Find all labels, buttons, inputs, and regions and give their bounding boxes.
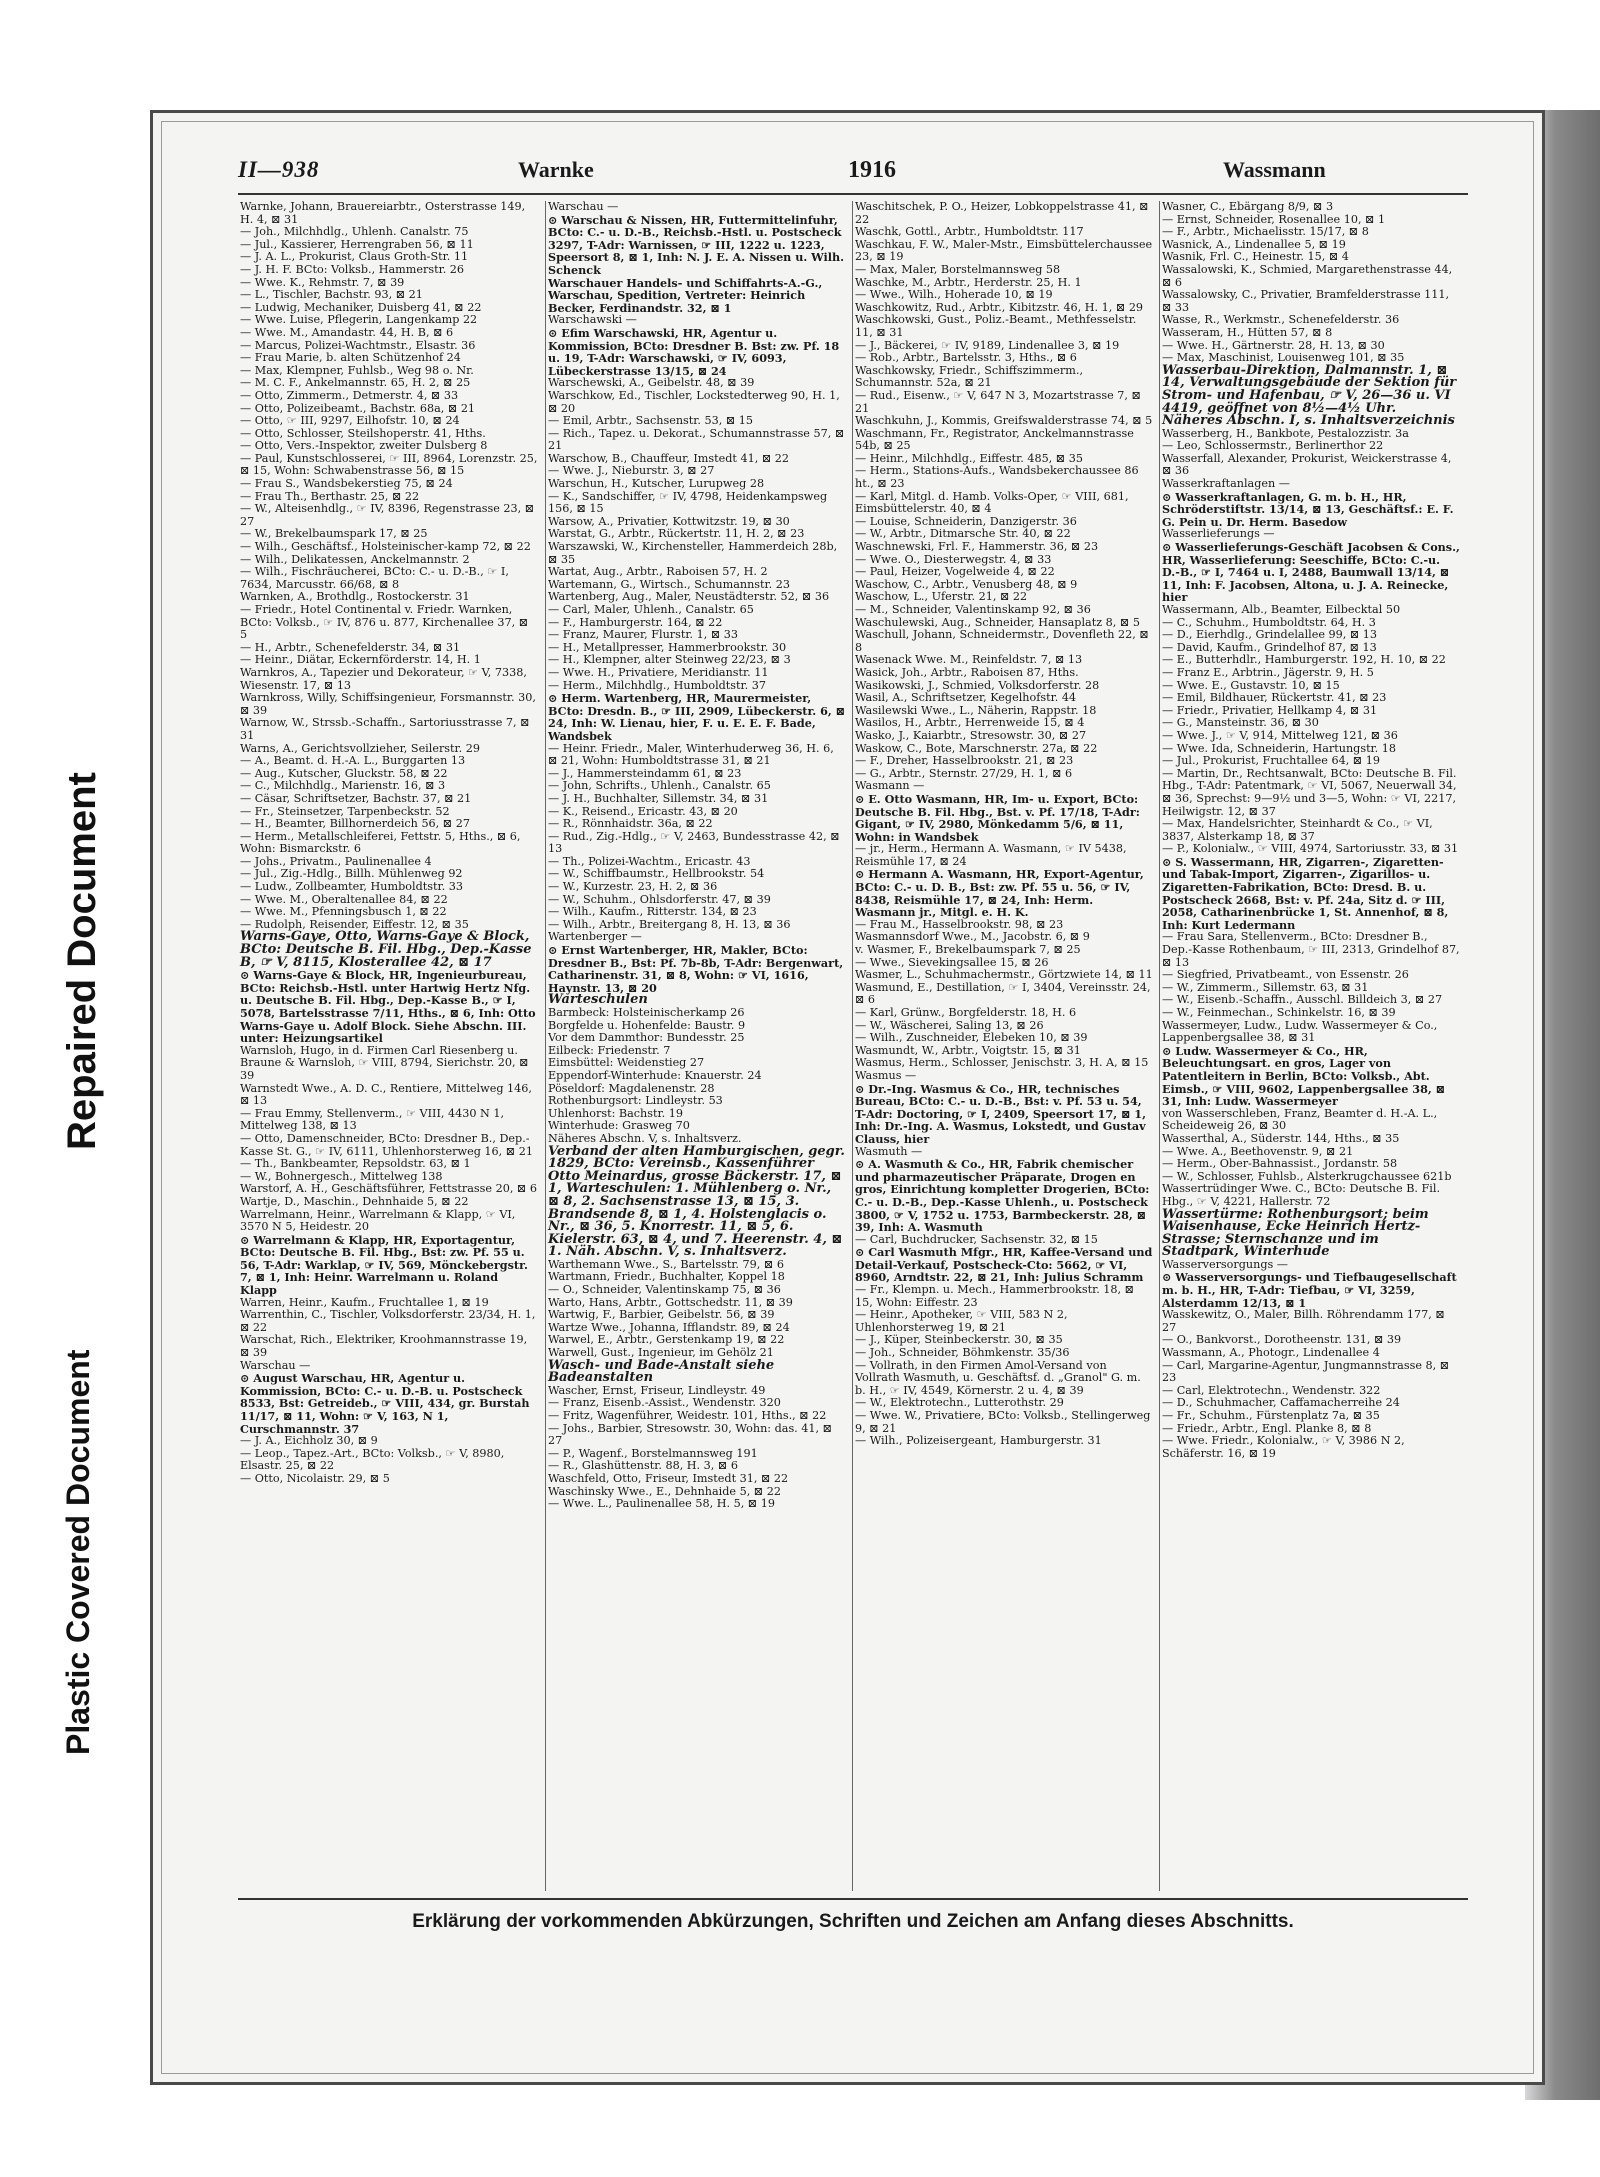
directory-entry: — R., Glashüttenstr. 88, H. 3, ⊠ 6 [548,1459,738,1473]
directory-entry: Wartemann, G., Wirtsch., Schumannstr. 23 [548,577,791,591]
directory-entry: Wassermeyer, Ludw., Ludw. Wassermeyer & Co., Lappenbergsallee 38, ⊠ 31 [1162,1018,1438,1045]
directory-entry: ⊙ Efim Warschawski, HR, Agentur u. Kommission, BCto: Dresdner B. Bst: zw. Pf. 18 u. 19, T-Adr: Warschawski, ☞ IV, 6093, Lübeckerstrasse 13/15, ⊠ 24 [548,325,840,378]
directory-entry: — W., Zimmerm., Sillemstr. 63, ⊠ 31 [1162,980,1369,994]
directory-entry: ⊙ Warrelmann & Klapp, HR, Exportagentur, BCto: Deutsche B. Fil. Hbg., Bst: zw. Pf. 55 u. 56, T-Adr: Warklap, ☞ IV, 569, Mönckebergstr. 7, ⊠ 1, Inh: Heinr. Warrelmann u. Roland Klapp [240,1232,528,1298]
directory-entry: — Jul., Kassierer, Herrengraben 56, ⊠ 11 [240,237,474,251]
directory-entry: Verband der alten Hamburgischen, gegr. 1829, BCto: Vereinsb., Kassenführer Otto Meinardus, grosse Bäckerstr. 17, ⊠ 1, Warteschulen: 1. Mühlenberg o. Nr., ⊠ 8, 2. Sachsenstrasse 13, ⊠ 15, 3. Brandsende 8, ⊠ 1, 4. Holstenglacis o. Nr., ⊠ 36, 5. Knorrestr. 11, ⊠ 5, 6. Kielerstr. 63, ⊠ 4, und 7. Heerenstr. 4, ⊠ 1. Näh. Abschn. V, s. Inhaltsverz. [548,1143,845,1260]
directory-entry: Wasikowski, J., Schmied, Volksdorferstr. 28 [855,678,1100,692]
footer-note: Erklärung der vorkommenden Abkürzungen, Schriften und Zeichen am Anfang dieses Abschnitts. [412,1911,1294,1932]
directory-entry: — Max, Maler, Borstelmannsweg 58 [855,262,1061,276]
directory-entry: — Joh., Schneider, Böhmkenstr. 35/36 [855,1346,1070,1360]
directory-entry: Warnke, Johann, Brauereiarbtr., Osterstrasse 149, H. 4, ⊠ 31 [240,201,526,226]
directory-entry: Wasko, J., Kaiarbtr., Stresowstr. 30, ⊠ 27 [855,728,1087,742]
directory-entry: — jr., Herm., Hermann A. Wasmann, ☞ IV 5438, Reismühle 17, ⊠ 24 [855,842,1127,868]
directory-entry: — Otto, Vers.-Inspektor, zweiter Dulsberg 8 [240,439,488,453]
directory-entry: — Aug., Kutscher, Gluckstr. 58, ⊠ 22 [240,766,448,780]
directory-entry: — Carl, Buchdrucker, Sachsenstr. 32, ⊠ 15 [855,1232,1098,1246]
directory-entry: — Otto, Damenschneider, BCto: Dresdner B., Dep.-Kasse St. G., ☞ IV, 6111, Uhlenhorsterweg 16, ⊠ 21 [240,1131,533,1158]
footer-rule [238,1898,1468,1900]
directory-entry: — G., Mansteinstr. 36, ⊠ 30 [1162,716,1319,730]
directory-entry: Eimsbüttel: Weidenstieg 27 [548,1056,705,1070]
directory-entry: — R., Rönnhaidstr. 36a, ⊠ 22 [548,817,713,831]
directory-entry: Wasserthal, A., Süderstr. 144, Hths., ⊠ 35 [1162,1131,1400,1145]
directory-entry: — Ludwig, Mechaniker, Duisberg 41, ⊠ 22 [240,300,482,314]
directory-entry: — Heinr., Milchhdlg., Eiffestr. 485, ⊠ 35 [855,451,1083,465]
directory-entry: ⊙ Herm. Wartenberg, HR, Maurermeister, BCto: Dresdn. B., ☞ III, 2909, Lübeckerstr. 6, ⊠ 24, Inh: W. Lienau, hier, F. u. E. E. F. Bade, Wandsbek [548,691,846,743]
directory-entry: — Heinr., Diätar, Eckernförderstr. 14, H. 1 [240,653,481,667]
directory-entry: — Jul., Prokurist, Fruchtallee 64, ⊠ 19 [1162,754,1380,768]
directory-entry: ⊙ Warschau & Nissen, HR, Futtermittelinfuhr, BCto: C.- u. D.-B., Reichsb.-Hstl. u. Postscheck 3297, T-Adr: Warnissen, ☞ III, 1222 u. 1223, Speersort 8, ⊠ 1, Inh: N. J. E. A. Nissen u. Wilh. Schenck [548,212,845,277]
directory-entry: Warwel, E., Arbtr., Gerstenkamp 19, ⊠ 22 [548,1333,785,1347]
directory-entry: — Carl, Elektrotechn., Wendenstr. 322 [1162,1383,1381,1397]
directory-entry: Wasnik, Frl. C., Heinestr. 15, ⊠ 4 [1162,250,1349,264]
header-rule [238,193,1468,195]
directory-entry: Waschinsky Wwe., E., Dehnhaide 5, ⊠ 22 [548,1484,781,1498]
header-to-name: Wassmann [1223,157,1326,182]
directory-entry: Warnken, A., Brothdlg., Rostockerstr. 31 [240,590,470,604]
directory-entry: — Martin, Dr., Rechtsanwalt, BCto: Deutsche B. Fil. Hbg., T-Adr: Patentmark, ☞ VI, 5067, Neuerwall 34, ⊠ 36, Sprechst: 9—9½ und 3—5, Wohn: ☞ VI, 2217, Heilwigstr. 12, ⊠ 37 [1162,766,1457,818]
directory-entry: Wartwig, F., Barbier, Geibelstr. 56, ⊠ 39 [548,1308,775,1322]
directory-entry: — Rud., Eisenw., ☞ V, 647 N 3, Mozartstrasse 7, ⊠ 21 [855,388,1141,415]
directory-entry: Wasmuth — [855,1144,923,1158]
directory-entry: — Louise, Schneiderin, Danzigerstr. 36 [855,514,1077,528]
directory-entry: — J., Bäckerei, ☞ IV, 9189, Lindenallee 3, ⊠ 19 [855,338,1120,352]
directory-entry: — W., Alteisenhdlg., ☞ IV, 8396, Regenstrasse 23, ⊠ 27 [240,502,535,528]
directory-entry: Warrenthin, C., Tischler, Volksdorferstr. 23/34, H. 1, ⊠ 22 [240,1308,536,1334]
page-number: II—938 [238,157,320,182]
directory-entry: Warschawski — [548,313,637,327]
directory-entry: — Rich., Tapez. u. Dekorat., Schumannstrasse 57, ⊠ 21 [548,426,845,453]
directory-entry: Eppendorf-Winterhude: Knauerstr. 24 [548,1068,762,1082]
directory-entry: Warschau — [548,201,619,213]
directory-entry: Wasmus — [855,1068,917,1082]
directory-entry: Waschke, M., Arbtr., Herderstr. 25, H. 1 [855,275,1082,289]
directory-entry: Wasserversorgungs — [1162,1257,1288,1271]
directory-entry: — Franz, Eisenb.-Assist., Wendenstr. 320 [548,1396,781,1410]
directory-entry: — W., Arbtr., Ditmarsche Str. 40, ⊠ 22 [855,527,1071,541]
directory-entry: Warteschulen [548,992,648,1008]
directory-entry: — Herm., Milchhdlg., Humboldtstr. 37 [548,678,767,692]
header-year: 1916 [848,157,896,183]
directory-entry: Warschun, H., Kutscher, Lurupweg 28 [548,477,765,491]
directory-entry: — Heinr. Friedr., Maler, Winterhuderweg 36, H. 6, ⊠ 21, Wohn: Humboldtstrasse 31, ⊠ 21 [548,741,834,768]
directory-entry: — Franz E., Arbtrin., Jägerstr. 9, H. 5 [1162,665,1374,679]
column-3 [852,201,1153,1891]
directory-entry: Wasmannsdorf Wwe., M., Jacobstr. 6, ⊠ 9 [855,930,1090,944]
directory-entry: — K., Reisend., Ericastr. 43, ⊠ 20 [548,804,738,818]
directory-entry: Warren, Heinr., Kaufm., Fruchtallee 1, ⊠ 19 [240,1295,489,1309]
directory-entry: — E., Butterhdlr., Hamburgerstr. 192, H. 10, ⊠ 22 [1162,653,1446,667]
directory-entry: ⊙ Wasserkraftanlagen, G. m. b. H., HR, Schröderstiftstr. 13/14, ⊠ 13, Geschäftsf.: E. F. G. Pein u. Dr. Herm. Basedow [1162,489,1454,529]
directory-entry: — W., Elektrotechn., Lutterothstr. 29 [855,1396,1064,1410]
directory-entry: Wassermann, Alb., Beamter, Eilbecktal 50 [1162,603,1401,616]
directory-entry: Waschitschek, P. O., Heizer, Lobkoppelstrasse 41, ⊠ 22 [855,201,1149,226]
directory-entry: ⊙ A. Wasmuth & Co., HR, Fabrik chemischer und pharmazeutischer Präparate, Drogen en gros, Einrichtung kompletter Drogerien, BCto: C.- u. D.-B., Dep.-Kasse Uhlenh., u. Postscheck 3800, ☞ V, 1752 u. 1753, Barmbeckerstr. 28, ⊠ 39, Inh: A. Wasmuth [855,1157,1150,1235]
directory-entry: Wartenberg, Aug., Maler, Neustädterstr. 52, ⊠ 36 [548,590,830,604]
directory-entry: Uhlenhorst: Bachstr. 19 [548,1106,683,1120]
directory-entry: Waschulewski, Aug., Schneider, Hansaplatz 8, ⊠ 5 [855,615,1140,629]
directory-entry: — Wwe. Friedr., Kolonialw., ☞ V, 3986 N 2, Schäferstr. 16, ⊠ 19 [1162,1434,1405,1460]
directory-entry: — Wwe. Ida, Schneiderin, Hartungstr. 18 [1162,741,1397,755]
directory-entry: — Carl, Maler, Uhlenh., Canalstr. 65 [548,603,754,616]
directory-entry: — Wwe. M., Pfenningsbusch 1, ⊠ 22 [240,905,447,919]
directory-entry: ⊙ S. Wassermann, HR, Zigarren-, Zigaretten- und Tabak-Import, Zigarren-, Zigarillos- u. Zigaretten-Fabrikation, BCto: Dresd. B. u. Postscheck 2668, Bst: v. Pf. 24a, Sitz d. ☞ III, 2058, Catharinenbrücke 1, St. Annenhof, ⊠ 8, Inh: Kurt Ledermann [1162,854,1449,932]
side-labels [0,0,120,2177]
directory-entry: — Rudolph, Reisender, Eiffestr. 12, ⊠ 35 [240,917,469,931]
directory-entry: ⊙ Dr.-Ing. Wasmus & Co., HR, technisches Bureau, BCto: C.- u. D.-B., Bst: v. Pf. 53 u. 54, T-Adr: Doctoring, ☞ I, 2409, Speersort 17, ⊠ 1, Inh: Dr.-Ing. A. Wasmus, Lokstedt, und Gustav Clauss, hier [855,1081,1146,1146]
directory-entry: Wartat, Aug., Arbtr., Raboisen 57, H. 2 [548,565,768,579]
directory-entry: Wasilos, H., Arbtr., Herrenweide 15, ⊠ 4 [855,716,1085,730]
directory-entry: ⊙ Hermann A. Wasmann, HR, Export-Agentur, BCto: C.- u. D. B., Bst: zw. Pf. 55 u. 56, ☞ IV, 8438, Reismühle 17, ⊠ 24, Inh: Herm. Wasmann jr., Mitgl. e. H. K. [855,867,1144,920]
directory-entry: Warns, A., Gerichtsvollzieher, Seilerstr. 29 [240,741,481,755]
directory-entry: Wartenberger — [548,930,642,944]
directory-entry: — H., Arbtr., Schenefelderstr. 34, ⊠ 31 [240,640,461,654]
directory-entry: — H., Beamter, Billhornerdeich 56, ⊠ 27 [240,817,470,831]
header-from-name: Warnke [518,157,594,182]
directory-entry: — Herm., Ober-Bahnassist., Jordanstr. 58 [1162,1157,1398,1171]
directory-entry: Wasserbau-Direktion, Dalmannstr. 1, ⊠ 14, Verwaltungsgebäude der Sektion für Strom- und Hafenbau, ☞ V, 26—36 u. VI 4419, geöffnet von 8½—4½ Uhr. Näheres Abschn. I, s. Inhaltsverzeichnis [1162,362,1457,429]
directory-entry: Wartze Wwe., Johanna, Ifflandstr. 89, ⊠ 24 [548,1320,790,1334]
directory-entry: — Johs., Privatm., Paulinenallee 4 [240,854,432,868]
directory-entry: — Wilh., Delikatessen, Anckelmannstr. 2 [240,552,470,566]
directory-entry: Waschkau, F. W., Maler-Mstr., Eimsbüttelerchaussee 23, ⊠ 19 [855,237,1153,264]
directory-entry: — Fr., Schuhm., Fürstenplatz 7a, ⊠ 35 [1162,1409,1380,1422]
directory-entry: — Otto, ☞ III, 9297, Eilhofstr. 10, ⊠ 24 [240,414,460,428]
directory-entry: — Friedr., Hotel Continental v. Friedr. Warnken, BCto: Volksb., ☞ IV, 876 u. 877, Kirchenallee 37, ⊠ 5 [240,603,529,642]
directory-entry: — Frau S., Wandsbekerstieg 75, ⊠ 24 [240,477,453,491]
directory-entry: — Otto, Schlosser, Steilshoperstr. 41, Hths. [240,426,486,440]
directory-entry: — Th., Polizei-Wachtm., Ericastr. 43 [548,854,751,868]
directory-entry: — Fritz, Wagenführer, Weidestr. 101, Hths., ⊠ 22 [548,1409,827,1422]
directory-entry: ⊙ Wasserlieferungs-Geschäft Jacobsen & Cons., HR, Wasserlieferung: Seeschiffe, BCto: C.-u. D.-B., ☞ I, 7464 u. I, 2488, Baumwall 13/14, ⊠ 11, Inh: F. Jacobsen, Altona, u. J. A. Reinecke, hier [1162,540,1460,605]
directory-entry: — F., Hamburgerstr. 164, ⊠ 22 [548,615,723,629]
directory-entry: — W., Feinmechan., Schinkelstr. 16, ⊠ 39 [1162,1006,1396,1019]
directory-entry: Wartmann, Friedr., Buchhalter, Koppel 18 [548,1270,785,1284]
directory-entry: Wasick, Joh., Arbtr., Raboisen 87, Hths. [855,665,1079,679]
directory-entry: Warns-Gaye, Otto, Warns-Gaye & Block, BCto: Deutsche B. Fil. Hbg., Dep.-Kasse B, ☞ V, 8115, Klosterallee 42, ⊠ 17 [240,929,532,970]
directory-entry: — W., Schiffbaumstr., Hellbrookstr. 54 [548,867,765,881]
directory-entry: — David, Kaufm., Grindelhof 87, ⊠ 13 [1162,640,1377,654]
directory-entry: — Emil, Bildhauer, Rückertstr. 41, ⊠ 23 [1162,691,1387,705]
directory-columns [238,201,1468,1891]
directory-entry: Warnkross, Willy, Schiffsingenieur, Forsmannstr. 30, ⊠ 39 [240,691,536,717]
directory-entry: — Carl, Margarine-Agentur, Jungmannstrasse 8, ⊠ 23 [1162,1358,1450,1385]
directory-entry: ⊙ Ludw. Wassermeyer & Co., HR, Beleuchtungsart. en gros, Lager von Patentleitern in Berlin, BCto: Volksb., Abt. Eimsb., ☞ VIII, 9602, Lappenbergsallee 38, ⊠ 31, Inh: Ludw. Wassermeyer [1162,1043,1446,1109]
directory-entry: Wasseram, H., Hütten 57, ⊠ 8 [1162,325,1333,339]
directory-entry: — Wwe., Wilh., Hoherade 10, ⊠ 19 [855,288,1053,302]
directory-entry: Waschkowski, Gust., Poliz.-Beamt., Methfesselstr. 11, ⊠ 31 [855,313,1137,339]
directory-entry: Warto, Hans, Arbtr., Gottschedstr. 11, ⊠ 39 [548,1295,793,1309]
directory-entry: — Frau M., Hasselbrookstr. 98, ⊠ 23 [855,917,1064,931]
directory-entry: — J., Hammersteindamm 61, ⊠ 23 [548,766,742,780]
directory-entry: — Frau Sara, Stellenverm., BCto: Dresdner B., Dep.-Kasse Rothenbaum, ☞ III, 2313, Grindelhof 87, ⊠ 13 [1162,930,1460,969]
directory-entry: — Johs., Barbier, Stresowstr. 30, Wohn: das. 41, ⊠ 27 [548,1421,833,1448]
directory-entry: Wasenack Wwe. M., Reinfeldstr. 7, ⊠ 13 [855,653,1083,667]
directory-entry: Näheres Abschn. V, s. Inhaltsverz. [548,1131,742,1145]
directory-entry: — Wwe. J., ☞ V, 914, Mittelweg 121, ⊠ 36 [1162,728,1398,742]
directory-entry: — Wwe. E., Gustavstr. 10, ⊠ 15 [1162,678,1340,692]
directory-entry: — K., Sandschiffer, ☞ IV, 4798, Heidenkampsweg 156, ⊠ 15 [548,489,828,516]
directory-entry: Wasmus, Herm., Schlosser, Jenischstr. 3, H. A, ⊠ 15 [855,1056,1149,1070]
directory-entry: — C., Schuhm., Humboldtstr. 64, H. 3 [1162,615,1376,629]
directory-entry: — Max, Handelsrichter, Steinhardt & Co., ☞ VI, 3837, Alsterkamp 18, ⊠ 37 [1162,817,1433,843]
directory-entry: — F., Arbtr., Michaelisstr. 15/17, ⊠ 8 [1162,225,1369,239]
directory-entry: — J. A. L., Prokurist, Claus Groth-Str. 11 [240,250,469,264]
directory-entry: Wasilewski Wwe., L., Näherin, Rappstr. 18 [855,703,1097,717]
directory-entry: — Wwe. M., Oberaltenallee 84, ⊠ 22 [240,892,448,906]
directory-entry: — W., Eisenb.-Schaffn., Ausschl. Billdeich 3, ⊠ 27 [1162,993,1443,1007]
plastic-covered-document-label: Plastic Covered Document [60,1349,96,1755]
directory-entry: — Rob., Arbtr., Bartelsstr. 3, Hths., ⊠ 6 [855,351,1077,365]
page-header [238,155,1458,191]
directory-entry: Warschauer Handels- und Schiffahrts-A.-G., Warschau, Spedition, Vertreter: Heinrich Becker, Ferdinandstr. 32, ⊠ 1 [548,275,823,315]
directory-entry: — M., Schneider, Valentinskamp 92, ⊠ 36 [855,603,1091,616]
directory-entry: Wassalowsky, C., Privatier, Bramfelderstrasse 111, ⊠ 33 [1162,288,1450,314]
directory-entry: Warstorf, A. H., Geschäftsführer, Fettstrasse 20, ⊠ 6 [240,1182,537,1196]
repaired-document-label: Repaired Document [60,772,104,1150]
directory-entry: Borgfelde u. Hohenfelde: Baustr. 9 [548,1018,746,1032]
directory-entry: — J. H., Buchhalter, Sillemstr. 34, ⊠ 31 [548,791,769,805]
directory-entry: Waschull, Johann, Schneidermstr., Dovenfleth 22, ⊠ 8 [855,628,1149,654]
directory-entry: — Frau Th., Berthastr. 25, ⊠ 22 [240,489,420,503]
directory-entry: — Paul, Heizer, Vogelweide 4, ⊠ 22 [855,565,1055,579]
directory-entry: — Joh., Milchhdlg., Uhlenh. Canalstr. 75 [240,225,469,239]
directory-entry: — L., Tischler, Bachstr. 93, ⊠ 21 [240,288,423,302]
directory-entry: Warrelmann, Heinr., Warrelmann & Klapp, ☞ VI, 3570 N 5, Heidestr. 20 [240,1207,516,1234]
directory-entry: — Heinr., Apotheker, ☞ VIII, 583 N 2, Uhlenhorsterweg 19, ⊠ 21 [855,1308,1068,1334]
directory-entry: — Frau Marie, b. alten Schützenhof 24 [240,351,461,365]
directory-entry: — Wwe. L., Paulinenallee 58, H. 5, ⊠ 19 [548,1497,775,1511]
directory-entry: — Otto, Zimmerm., Detmerstr. 4, ⊠ 33 [240,388,459,402]
directory-entry: Wasse, R., Werkmstr., Schenefelderstr. 36 [1162,313,1400,327]
directory-entry: — G., Arbtr., Sternstr. 27/29, H. 1, ⊠ 6 [855,766,1073,780]
directory-entry: — W., Schuhm., Ohlsdorferstr. 47, ⊠ 39 [548,892,771,906]
directory-entry: Warthemann Wwe., S., Bartelsstr. 79, ⊠ 6 [548,1257,784,1271]
directory-entry: — A., Beamt. d. H.-A. L., Burggarten 13 [240,754,466,768]
directory-entry: — H., Klempner, alter Steinweg 22/23, ⊠ 3 [548,653,791,667]
directory-entry: Waskow, C., Bote, Marschnerstr. 27a, ⊠ 22 [855,741,1098,755]
directory-entry: — Herm., Metallschleiferei, Fettstr. 5, Hths., ⊠ 6, Wohn: Bismarckstr. 6 [240,829,521,856]
directory-entry: — Wwe. A., Beethovenstr. 9, ⊠ 21 [1162,1144,1354,1158]
directory-entry: Warnstedt Wwe., A. D. C., Rentiere, Mittelweg 146, ⊠ 13 [240,1081,532,1108]
directory-entry: Warnsloh, Hugo, in d. Firmen Carl Riesenberg u. Braune & Warnsloh, ☞ VIII, 8794, Sierichstr. 20, ⊠ 39 [240,1043,529,1082]
directory-entry: Waschkowsky, Friedr., Schiffszimmerm., Schumannstr. 52a, ⊠ 21 [855,363,1084,390]
directory-entry: — Siegfried, Privatbeamt., von Essenstr. 26 [1162,968,1409,982]
directory-entry: — Wwe. W., Privatiere, BCto: Volksb., Stellingerweg 9, ⊠ 21 [855,1409,1151,1435]
directory-entry: — Jul., Zig.-Hdlg., Billh. Mühlenweg 92 [240,867,463,881]
directory-entry: — Wwe. O., Diesterwegstr. 4, ⊠ 33 [855,552,1052,566]
directory-entry: — Frau Emmy, Stellenverm., ☞ VIII, 4430 N 1, Mittelweg 138, ⊠ 13 [240,1106,505,1133]
directory-entry: — W., Schlosser, Fuhlsb., Alsterkrugchaussee 621b [1162,1169,1452,1183]
directory-page [150,110,1545,2085]
directory-entry: — Rud., Zig.-Hdlg., ☞ V, 2463, Bundesstrasse 42, ⊠ 13 [548,829,840,856]
directory-entry: Wasmundt, W., Arbtr., Voigtstr. 15, ⊠ 31 [855,1043,1081,1057]
directory-entry: Warnow, W., Strssb.-Schaffn., Sartoriusstrasse 7, ⊠ 31 [240,716,530,742]
directory-entry: — O., Bankvorst., Dorotheenstr. 131, ⊠ 39 [1162,1333,1402,1347]
directory-entry: — Herm., Stations-Aufs., Wandsbekerchaussee 86 ht., ⊠ 23 [855,464,1139,491]
directory-entry: Waschnewski, Frl. F., Hammerstr. 36, ⊠ 23 [855,540,1099,554]
directory-entry: — P., Wagenf., Borstelmannsweg 191 [548,1446,758,1460]
directory-entry: Warschow, B., Chauffeur, Imstedt 41, ⊠ 22 [548,451,789,465]
directory-entry: — Wwe. Luise, Pflegerin, Langenkamp 22 [240,313,478,327]
directory-entry: — Friedr., Arbtr., Engl. Planke 8, ⊠ 8 [1162,1421,1372,1435]
directory-entry: — W., Bohnergesch., Mittelweg 138 [240,1169,443,1183]
directory-entry: Wassertürme: Rothenburgsort; beim Waisenhause, Ecke Heinrich Hertz-Strasse; Sternschanze und im Stadtpark, Winterhude [1162,1206,1429,1260]
directory-entry: — D., Eierhdlg., Grindelallee 99, ⊠ 13 [1162,628,1378,642]
directory-entry: — Wwe. K., Rehmstr. 7, ⊠ 39 [240,275,405,289]
directory-entry: Waschk, Gottl., Arbtr., Humboldtstr. 117 [855,225,1084,239]
directory-entry: — H., Metallpresser, Hammerbrookstr. 30 [548,640,787,654]
directory-entry: Pöseldorf: Magdalenenstr. 28 [548,1081,715,1095]
directory-entry: ⊙ Wasserversorgungs- und Tiefbaugesellschaft m. b. H., HR, T-Adr: Tiefbau, ☞ VI, 3259, Alsterdamm 12/13, ⊠ 1 [1162,1270,1457,1310]
directory-entry: — W., Brekelbaumspark 17, ⊠ 25 [240,527,428,541]
directory-entry: — P., Kolonialw., ☞ VIII, 4974, Sartoriusstr. 33, ⊠ 31 [1162,842,1459,856]
directory-entry: — W., Wäscherei, Saling 13, ⊠ 26 [855,1018,1044,1032]
directory-entry: ⊙ August Warschau, HR, Agentur u. Kommission, BCto: C.- u. D.-B. u. Postscheck 8533, Bst: Getreideb., ☞ VIII, 434, gr. Burstah 11/17, ⊠ 11, Wohn: ☞ V, 163, N 1, Curschmannstr. 37 [240,1371,530,1436]
directory-entry: — J. A., Eichholz 30, ⊠ 9 [240,1434,378,1448]
directory-entry: — Wilh., Polizeisergeant, Hamburgerstr. 31 [855,1434,1102,1448]
directory-entry: Warschewski, A., Geibelstr. 48, ⊠ 39 [548,376,755,390]
directory-entry: — Wilh., Arbtr., Breitergang 8, H. 13, ⊠ 36 [548,917,791,931]
directory-entry: — Ernst, Schneider, Rosenallee 10, ⊠ 1 [1162,212,1386,226]
directory-entry: ⊙ Warns-Gaye & Block, HR, Ingenieurbureau, BCto: Reichsb.-Hstl. unter Hartwig Hertz Nfg. u. Deutsche B. Fil. Hbg., Dep.-Kasse B., ☞ I, 5078, Bartelsstrasse 7/11, Hths., ⊠ 6, Inh: Otto Warns-Gaye u. Adolf Block. Siehe Abschn. III. unter: Heizungsartikel [240,968,536,1046]
directory-entry: Wassalowski, K., Schmied, Margarethenstrasse 44, ⊠ 6 [1162,262,1453,289]
directory-entry: — Fr., Steinsetzer, Tarpenbeckstr. 52 [240,804,450,818]
directory-entry: — Th., Bankbeamter, Repsoldstr. 63, ⊠ 1 [240,1157,471,1171]
directory-entry: — Max, Maschinist, Louisenweg 101, ⊠ 35 [1162,351,1405,365]
directory-entry: — F., Dreher, Hasselbrookstr. 21, ⊠ 23 [855,754,1074,768]
directory-entry: Waschmann, Fr., Registrator, Anckelmannstrasse 54b, ⊠ 25 [855,426,1134,453]
directory-entry: — Marcus, Polizei-Wachtmstr., Elsastr. 36 [240,338,476,352]
directory-entry: Warwell, Gust., Ingenieur, im Gehölz 21 [548,1346,774,1360]
column-1 [238,201,538,1891]
directory-entry: — Karl, Grünw., Borgfelderstr. 18, H. 6 [855,1006,1077,1019]
directory-entry: — Leop., Tapez.-Art., BCto: Volksb., ☞ V, 8980, Elsastr. 25, ⊠ 22 [240,1446,505,1473]
directory-entry: Waschow, L., Uferstr. 21, ⊠ 22 [855,590,1028,604]
directory-entry: Warschkow, Ed., Tischler, Lockstedterweg 90, H. 1, ⊠ 20 [548,388,840,415]
directory-entry: — Vollrath, in den Firmen Amol-Versand von Vollrath Wasmuth, u. Geschäftsf. d. „Granol" G. m. b. H., ☞ IV, 4549, Körnerstr. 2 u. 4, ⊠ 39 [855,1358,1141,1397]
directory-entry: — D., Schuhmacher, Caffamacherreihe 24 [1162,1396,1400,1410]
column-4 [1159,201,1460,1891]
directory-entry: — Friedr., Privatier, Hellkamp 4, ⊠ 31 [1162,703,1378,717]
directory-entry: Waschkuhn, J., Kommis, Greifswalderstrasse 74, ⊠ 5 [855,414,1153,428]
directory-entry: Wasserfall, Alexander, Prokurist, Weickerstrasse 4, ⊠ 36 [1162,451,1452,478]
directory-entry: Wasmer, L., Schuhmachermstr., Görtzwiete 14, ⊠ 11 [855,968,1153,982]
directory-entry: — Leo, Schlossermstr., Berlinerthor 22 [1162,439,1384,453]
directory-entry: Warstat, G., Arbtr., Rückertstr. 11, H. 2, ⊠ 23 [548,527,805,541]
directory-entry: — M. C. F., Ankelmannstr. 65, H. 2, ⊠ 25 [240,376,471,390]
directory-entry: — Wwe. H., Gärtnerstr. 28, H. 13, ⊠ 30 [1162,338,1385,352]
directory-entry: von Wasserschleben, Franz, Beamter d. H.-A. L., Scheideweig 26, ⊠ 30 [1162,1106,1438,1133]
directory-entry: ⊙ E. Otto Wasmann, HR, Im- u. Export, BCto: Deutsche B. Fil. Hbg., Bst. v. Pf. 17/18, T-Adr: Gigant, ☞ IV, 2980, Mönkedamm 5/6, ⊠ 11, Wohn: in Wandsbek [855,791,1140,844]
directory-entry: — Karl, Mitgl. d. Hamb. Volks-Oper, ☞ VIII, 681, Eimsbüttelerstr. 40, ⊠ 4 [855,489,1129,516]
directory-entry: Rothenburgsort: Lindleystr. 53 [548,1094,723,1108]
directory-entry: — John, Schrifts., Uhlenh., Canalstr. 65 [548,779,771,793]
directory-entry: — Emil, Arbtr., Sachsenstr. 53, ⊠ 15 [548,414,754,428]
directory-entry: Waschow, C., Arbtr., Venusberg 48, ⊠ 9 [855,577,1078,591]
directory-entry: — Wilh., Zuschneider, Elebeken 10, ⊠ 39 [855,1031,1088,1045]
directory-entry: — Wwe. H., Privatiere, Meridianstr. 11 [548,665,769,679]
directory-entry: Waschkowitz, Rud., Arbtr., Kibitzstr. 46, H. 1, ⊠ 29 [855,300,1144,314]
directory-entry: Warsow, A., Privatier, Kottwitzstr. 19, ⊠ 30 [548,514,790,528]
directory-entry: Wasch- und Bade-Anstalt siehe Badeanstalten [548,1357,775,1386]
directory-entry: Barmbeck: Holsteinischerkamp 26 [548,1006,745,1019]
directory-entry: ⊙ Carl Wasmuth Mfgr., HR, Kaffee-Versand und Detail-Verkauf, Postscheck-Cto: 5662, ☞ VI, 8960, Arndtstr. 22, ⊠ 21, Inh: Julius Schramm [855,1245,1153,1285]
directory-entry: Vor dem Dammthor: Bundesstr. 25 [548,1031,745,1045]
directory-entry: — Cäsar, Schriftsetzer, Bachstr. 37, ⊠ 21 [240,791,472,805]
directory-entry: Wassmann, A., Photogr., Lindenallee 4 [1162,1346,1380,1360]
directory-entry: — J. H. F. BCto: Volksb., Hammerstr. 26 [240,262,465,276]
directory-entry: ⊙ Ernst Wartenberger, HR, Makler, BCto: Dresdner B., Bst: Pf. 7b-8b, T-Adr: Bergenwart, Catharinenstr. 31, ⊠ 8, Wohn: ☞ VI, 1616, Haynstr. 13, ⊠ 20 [548,943,844,995]
directory-entry: — Wwe., Sievekingsallee 15, ⊠ 26 [855,955,1049,969]
directory-entry: — O., Schneider, Valentinskamp 75, ⊠ 36 [548,1283,781,1297]
directory-entry: v. Wasmer, F., Brekelbaumspark 7, ⊠ 25 [855,943,1081,957]
directory-entry: — J., Küper, Steinbeckerstr. 30, ⊠ 35 [855,1333,1063,1347]
directory-entry: — W., Kurzestr. 23, H. 2, ⊠ 36 [548,880,718,894]
directory-entry: — Max, Klempner, Fuhlsb., Weg 98 o. Nr. [240,363,474,377]
directory-entry: — Wilh., Fischräucherei, BCto: C.- u. D.-B., ☞ I, 7634, Marcusstr. 66/68, ⊠ 8 [240,565,509,591]
directory-entry: — Wwe. J., Nieburstr. 3, ⊠ 27 [548,464,715,478]
directory-entry: Wasner, C., Ebärgang 8/9, ⊠ 3 [1162,201,1334,213]
directory-entry: Wasmund, E., Destillation, ☞ I, 3404, Vereinsstr. 24, ⊠ 6 [855,980,1151,1007]
directory-entry: — C., Milchhdlg., Marienstr. 16, ⊠ 3 [240,779,446,793]
directory-entry: — Paul, Kunstschlosserei, ☞ III, 8964, Lorenzstr. 25, ⊠ 15, Wohn: Schwabenstrasse 56, ⊠ 15 [240,451,538,478]
directory-entry: Warnkros, A., Tapezier und Dekorateur, ☞ V, 7338, Wiesenstr. 17, ⊠ 13 [240,665,527,692]
directory-entry: Waschfeld, Otto, Friseur, Imstedt 31, ⊠ 22 [548,1471,789,1485]
directory-entry: Wasnick, A., Lindenallee 5, ⊠ 19 [1162,237,1346,251]
directory-entry: — Fr., Klempn. u. Mech., Hammerbrookstr. 18, ⊠ 15, Wohn: Eiffestr. 23 [855,1283,1135,1309]
directory-entry: — Franz, Maurer, Flurstr. 1, ⊠ 33 [548,628,739,642]
directory-entry: Warschau — [240,1358,311,1372]
column-2 [545,201,846,1891]
directory-entry: — Otto, Nicolaistr. 29, ⊠ 5 [240,1471,390,1485]
directory-entry: Wascher, Ernst, Friseur, Lindleystr. 49 [548,1383,766,1397]
directory-entry: Eilbeck: Friedenstr. 7 [548,1043,671,1057]
directory-entry: Warszawski, W., Kirchensteller, Hammerdeich 28b, ⊠ 35 [548,540,838,566]
directory-entry: Wasil, A., Schriftsetzer, Kegelhofstr. 44 [855,691,1077,705]
directory-entry: Wasserlieferungs — [1162,527,1275,541]
directory-entry: Wasserberg, H., Bankbote, Pestalozzistr. 3a [1162,426,1409,440]
directory-entry: Wasmann — [855,779,925,793]
directory-entry: — Otto, Polizeibeamt., Bachstr. 68a, ⊠ 21 [240,401,476,415]
directory-entry: Warschat, Rich., Elektriker, Kroohmannstrasse 19, ⊠ 39 [240,1333,528,1360]
directory-entry: Wasserkraftanlagen — [1162,477,1290,491]
directory-entry: Winterhude: Grasweg 70 [548,1119,690,1133]
directory-entry: — Wilh., Geschäftsf., Holsteinischer-kamp 72, ⊠ 22 [240,540,531,554]
directory-entry: — Wwe. M., Amandastr. 44, H. B, ⊠ 6 [240,325,454,339]
directory-entry: — Wilh., Kaufm., Ritterstr. 134, ⊠ 23 [548,905,757,919]
directory-entry: Wassertrüdinger Wwe. C., BCto: Deutsche B. Fil. Hbg., ☞ V, 4221, Hallerstr. 72 [1162,1182,1440,1208]
directory-entry: — Ludw., Zollbeamter, Humboldtstr. 33 [240,880,463,894]
directory-entry: Wartje, D., Maschin., Dehnhaide 5, ⊠ 22 [240,1194,469,1208]
directory-entry: Wasskewitz, O., Maler, Billh. Röhrendamm 177, ⊠ 27 [1162,1308,1445,1334]
